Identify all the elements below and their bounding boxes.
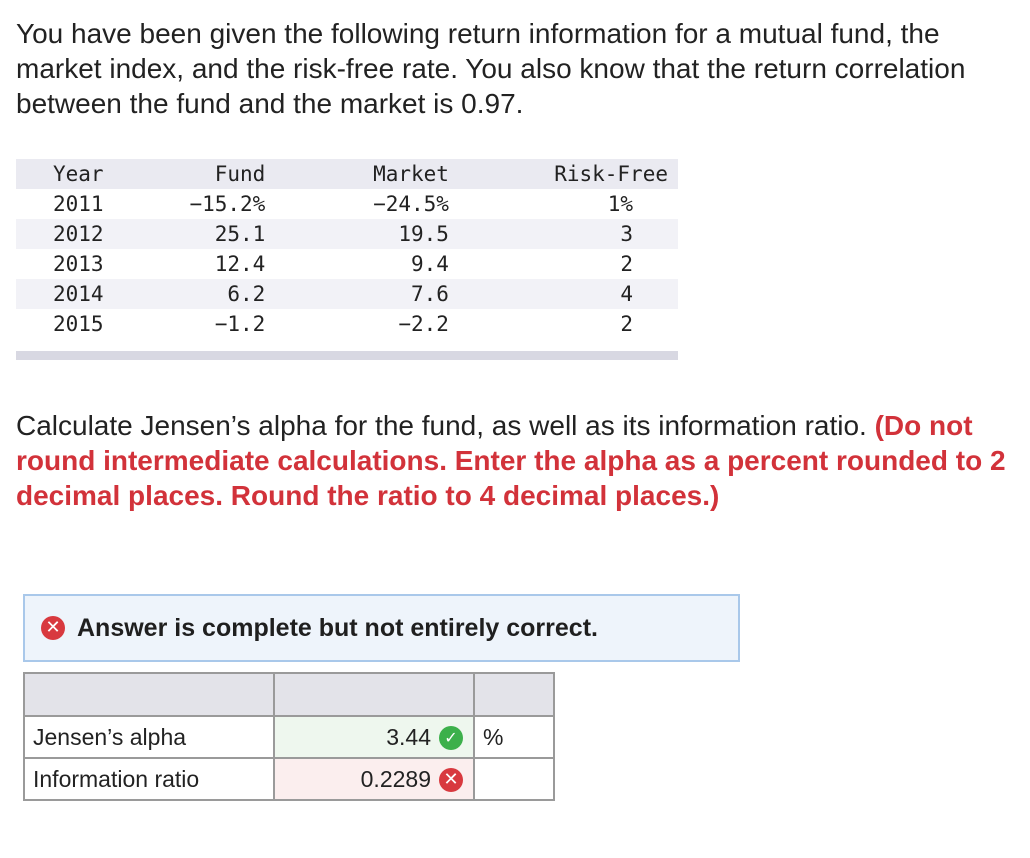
returns-table-header xyxy=(16,159,678,189)
header-market: Market xyxy=(373,162,449,186)
header-year: Year xyxy=(53,162,104,186)
jensens-alpha-input[interactable] xyxy=(274,716,474,758)
market-cell: −24.5% xyxy=(373,192,449,216)
answer-value: 0.2289 xyxy=(360,766,431,793)
year-cell: 2013 xyxy=(53,252,104,276)
header-fund: Fund xyxy=(214,162,266,186)
answer-status-banner xyxy=(23,594,740,662)
question-prompt: Calculate Jensen’s alpha for the fund, as well as its information ratio. xyxy=(16,410,867,441)
answer-table xyxy=(23,672,555,801)
table-bottom-bar xyxy=(16,351,678,360)
answer-header-cell xyxy=(274,673,474,716)
risk-free-cell: 3 xyxy=(620,222,633,246)
answer-unit xyxy=(474,758,554,800)
risk-free-cell: 1% xyxy=(607,192,633,216)
year-cell: 2011 xyxy=(53,192,104,216)
information-ratio-input[interactable] xyxy=(274,758,474,800)
answer-header-cell xyxy=(474,673,554,716)
risk-free-cell: 2 xyxy=(620,252,633,276)
table-row xyxy=(16,309,678,339)
market-cell: −2.2 xyxy=(398,312,449,336)
x-icon: ✕ xyxy=(41,616,65,640)
year-cell: 2014 xyxy=(53,282,104,306)
header-risk-free: Risk-Free xyxy=(554,162,668,186)
x-icon: ✕ xyxy=(439,768,463,792)
market-cell: 9.4 xyxy=(410,252,449,276)
fund-cell: −15.2% xyxy=(189,192,266,216)
fund-cell: 6.2 xyxy=(227,282,266,306)
table-row xyxy=(16,249,678,279)
table-row xyxy=(16,219,678,249)
table-row xyxy=(16,189,678,219)
answer-label: Information ratio xyxy=(24,758,274,800)
returns-table xyxy=(16,159,678,339)
answer-row-information-ratio xyxy=(24,758,554,800)
question-text xyxy=(16,408,1021,513)
year-cell: 2015 xyxy=(53,312,104,336)
check-icon: ✓ xyxy=(439,726,463,750)
answer-row-jensens-alpha xyxy=(24,716,554,758)
year-cell: 2012 xyxy=(53,222,104,246)
table-row xyxy=(16,279,678,309)
risk-free-cell: 2 xyxy=(620,312,633,336)
answer-table-header xyxy=(24,673,554,716)
fund-cell: 25.1 xyxy=(214,222,266,246)
answer-status-text: Answer is complete but not entirely correct. xyxy=(77,613,598,642)
answer-unit: % xyxy=(474,716,554,758)
market-cell: 19.5 xyxy=(398,222,449,246)
question-instructions: (Do not round intermediate calculations. Enter the alpha as a percent rounded to 2 decimal places. Round the ratio to 4 decimal places.) xyxy=(16,410,1006,511)
fund-cell: 12.4 xyxy=(214,252,266,276)
intro-text: You have been given the following return information for a mutual fund, the market index, and the risk-free rate. You also know that the return correlation between the fund and the market is 0.97. xyxy=(16,18,966,119)
answer-header-cell xyxy=(24,673,274,716)
market-cell: 7.6 xyxy=(410,282,449,306)
answer-value: 3.44 xyxy=(386,724,431,751)
risk-free-cell: 4 xyxy=(620,282,633,306)
fund-cell: −1.2 xyxy=(214,312,266,336)
answer-label: Jensen’s alpha xyxy=(24,716,274,758)
